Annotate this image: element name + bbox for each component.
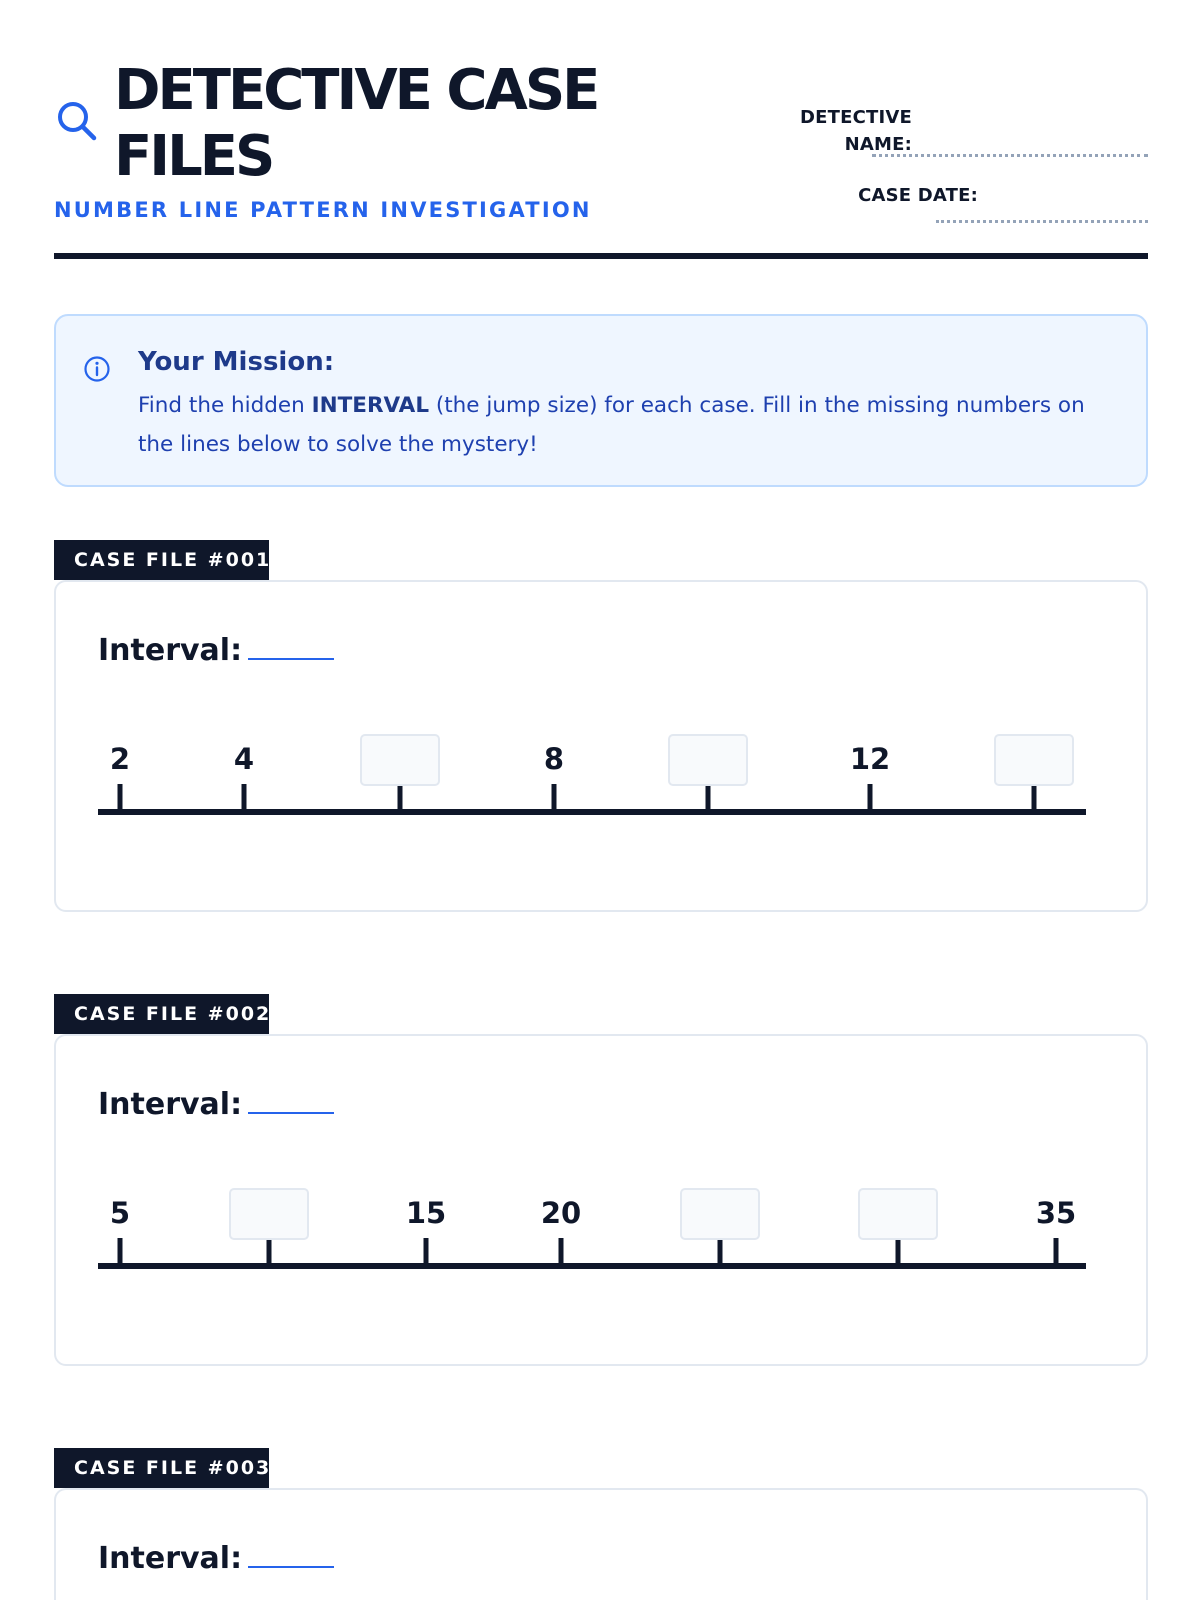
missing-number-box[interactable] [229,1188,309,1240]
worksheet-header [54,58,1148,263]
case-card-001 [54,580,1148,912]
interval-label: Interval: [98,633,243,668]
tick-label: 5 [109,1196,131,1230]
case-date-field[interactable] [936,220,1148,223]
tick-label: 4 [233,742,255,776]
case-tab-001: CASE FILE #001 [54,540,269,580]
interval-row [98,1084,334,1122]
case-card-003 [54,1488,1148,1600]
interval-answer-blank[interactable] [248,630,334,660]
tick-label: 35 [1035,1196,1077,1230]
tick-label: 20 [540,1196,582,1230]
mission-text-keyword: INTERVAL [311,393,430,418]
case-date-label: CASE DATE: [858,185,978,206]
page-title: DETECTIVE CASE FILES [114,58,598,189]
interval-row [98,630,334,668]
number-line [98,1176,1108,1286]
case-tab-003: CASE FILE #003 [54,1448,269,1488]
tick-label: 8 [543,742,565,776]
detective-name-field[interactable] [872,154,1148,157]
missing-number-box[interactable] [668,734,748,786]
missing-number-box[interactable] [680,1188,760,1240]
interval-label: Interval: [98,1541,243,1576]
case-card-002 [54,1034,1148,1366]
interval-label: Interval: [98,1087,243,1122]
interval-answer-blank[interactable] [248,1538,334,1568]
missing-number-box[interactable] [360,734,440,786]
mission-text [138,386,1113,464]
number-line-graphic [98,722,1108,832]
info-icon [83,355,111,383]
case-tab-002: CASE FILE #002 [54,994,269,1034]
missing-number-box[interactable] [994,734,1074,786]
tick-label: 2 [109,742,131,776]
page-subtitle: NUMBER LINE PATTERN INVESTIGATION [54,198,592,222]
search-icon [56,100,98,142]
tick-label: 12 [849,742,891,776]
interval-answer-blank[interactable] [248,1084,334,1114]
mission-text-rest: (the jump size) for each case. Fill in the missing numbers on the lines below to solve the mystery! [138,393,1085,457]
mission-box [54,314,1148,487]
detective-name-label: DETECTIVE NAME: [799,107,912,155]
missing-number-box[interactable] [858,1188,938,1240]
mission-title: Your Mission: [138,347,335,377]
header-divider [54,253,1148,259]
mission-text-intro: Find the hidden [138,393,312,418]
interval-row [98,1538,334,1576]
tick-label: 15 [405,1196,447,1230]
number-line [98,722,1108,832]
